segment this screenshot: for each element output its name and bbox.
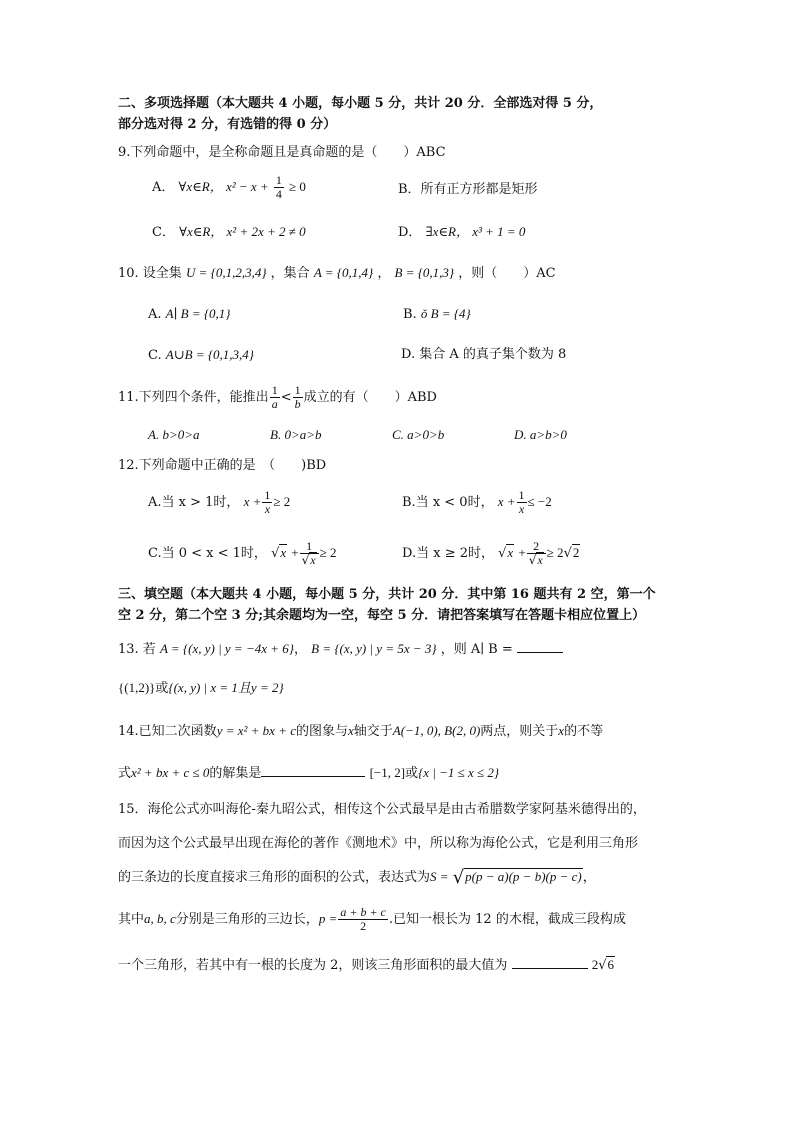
q12-d-num: 2: [527, 540, 546, 554]
q13-stem-prefix: 13. 若: [118, 642, 156, 657]
q15-line4: [118, 904, 626, 935]
q11-fraction-1: [270, 384, 280, 411]
q12-d-cond: D.当 x ≥ 2时，: [402, 546, 494, 561]
q10-c-label: C.: [148, 348, 162, 363]
q9-a-expr-suffix: ≥ 0: [288, 179, 306, 194]
q14-xaxis: x: [348, 723, 354, 738]
q15-line4-mid: 分别是三角形的三边长，: [175, 912, 319, 927]
q15-formula-rad: p(p − a)(p − b)(p − c): [465, 869, 582, 884]
q12-b-den: x: [518, 502, 525, 516]
q10-c-expr: A∪B = {0,1,3,4}: [165, 347, 254, 362]
q12-option-a: [148, 488, 290, 517]
section2-heading-line1: 二、多项选择题（本大题共 4 小题，每小题 5 分，共计 20 分．全部选对得 5 分，: [118, 96, 603, 111]
q12-a-num: 1: [264, 488, 271, 502]
q12-option-b: [402, 488, 552, 517]
q9-option-c: [152, 222, 306, 243]
q11-frac2-den: b: [294, 397, 301, 411]
q14-line2-prefix: 式: [118, 766, 132, 781]
q12-option-c: [148, 539, 337, 568]
q14-line1-end: 的不等: [564, 724, 604, 739]
q9-c-label: C．: [152, 225, 175, 240]
section2-heading-line2: 部分选对得 2 分，有选错的得 0 分）: [118, 117, 337, 132]
q10-b-expr: ǒ B = {4}: [420, 306, 471, 321]
sqrt-icon: √: [452, 867, 465, 888]
section3-heading-line2: 空 2 分，第二个空 3 分;其余题均为一空，每空 5 分．请把答案填写在答题卡相应位置上）: [118, 608, 646, 623]
q9-d-label: D．: [398, 225, 422, 240]
q10-option-b: [403, 304, 471, 325]
q11-option-d: D. a>b>0: [514, 427, 567, 442]
q11-stem: [118, 384, 437, 412]
q14-or: 或: [405, 766, 419, 781]
q15-line2: 而因为这个公式最早出现在海伦的著作《测地术》中，所以称为海伦公式，它是利用三角形: [118, 836, 639, 851]
q9-option-a: [152, 174, 306, 201]
sqrt-icon: √: [498, 546, 507, 561]
q12-a-cond: A.当 x > 1时，: [148, 495, 240, 510]
section3-heading-line1: 三、填空题（本大题共 4 小题，每小题 5 分，共计 20 分．其中第 16 题共有 2 空，第一个: [118, 587, 656, 602]
q12-stem: 12.下列命题中正确的是 （ )BD: [118, 458, 327, 473]
q10-option-d: D. 集合 A 的真子集个数为 8: [401, 347, 567, 362]
q12-b-cond: B.当 x < 0时，: [402, 495, 494, 510]
q15-answer-rad: 6: [607, 957, 614, 972]
q12-c-cond: C.当 0 < x < 1时，: [148, 546, 267, 561]
q9-stem: 9.下列命题中，是全称命题且是真命题的是（ ）ABC: [118, 145, 446, 160]
q12-b-num: 1: [518, 488, 525, 502]
q12-c-num: 1: [300, 540, 319, 554]
q14-points: A(−1, 0), B(2, 0): [392, 723, 481, 738]
q11-lt: <: [280, 390, 292, 405]
q14-x-var: x: [558, 723, 565, 738]
q15-line1: 15．海伦公式亦叫海伦-秦九昭公式，相传这个公式最早是由古希腊数学家阿基米德得出的，: [118, 802, 646, 817]
q15-answer-coef: 2: [591, 957, 599, 972]
q10-stem-mid: ，集合: [270, 266, 310, 281]
q12-b-rel: ≤ −2: [527, 494, 552, 509]
q11-option-a: A. b>0>a: [148, 427, 200, 442]
q10-stem-prefix: 10. 设全集: [118, 266, 182, 281]
q9-a-fraction: [274, 174, 284, 201]
q15-p-eq: p =: [318, 911, 338, 926]
q13-answer: [118, 678, 284, 699]
sqrt-icon: √: [528, 553, 537, 567]
q15-line5-text: 一个三角形，若其中有一根的长度为 2，则该三角形面积的最大值为: [118, 958, 508, 973]
q9-option-d: [398, 222, 525, 243]
sqrt-icon: √: [271, 546, 280, 561]
q15-p-den: 2: [360, 919, 367, 933]
sqrt-icon: √: [598, 958, 607, 973]
q11-stem-suffix: 成立的有（ ）ABD: [303, 390, 437, 405]
q11-frac1-den: a: [271, 397, 278, 411]
q15-line3-prefix: 的三条边的长度直接求三角形的面积的公式，表达式为: [118, 870, 431, 885]
q13-answer2: {(x, y) | x = 1且y = 2}: [168, 680, 284, 695]
q13-set-b: B = {(x, y) | y = 5x − 3}: [311, 641, 437, 656]
q13-or: 或: [155, 681, 169, 696]
q15-p-fraction: [338, 906, 388, 933]
q14-answer2: {x | −1 ≤ x ≤ 2}: [418, 765, 500, 780]
q12-b-x: x +: [497, 494, 516, 509]
q15-p-num: a + b + c: [340, 905, 386, 919]
q12-d-den-rad: x: [537, 553, 543, 567]
q15-line3-suffix: ，: [582, 870, 596, 885]
q14-func: y = x² + bx + c: [216, 723, 296, 738]
q12-a-den: x: [264, 502, 271, 516]
q11-option-b: B. 0>a>b: [270, 427, 322, 442]
q10-set-u: U = {0,1,2,3,4}: [185, 265, 267, 280]
q12-a-x: x +: [243, 494, 262, 509]
q15-formula-s: S =: [430, 869, 449, 884]
q9-d-expr: ∃x∈R， x³ + 1 = 0: [425, 224, 526, 239]
q12-d-fraction: [527, 540, 546, 567]
q12-d-rel: ≥ 2: [546, 545, 564, 560]
q15-answer-blank: [512, 954, 588, 969]
q11-fraction-2: [293, 384, 303, 411]
q14-line1-mid: 的图象与: [295, 724, 348, 739]
q12-d-rad: x: [507, 545, 514, 560]
q10-stem-suffix: ，则（ ）AC: [458, 266, 556, 281]
q12-c-rad: x: [280, 545, 287, 560]
q10-set-a: A = {0,1,4}: [313, 265, 374, 280]
q11-frac2-num: 1: [294, 383, 301, 397]
q12-a-rel: ≥ 2: [273, 494, 291, 509]
q14-line1-prefix: 14.已知二次函数: [118, 724, 217, 739]
q14-line1-suffix: 两点，则关于: [480, 724, 559, 739]
sqrt-icon: √: [301, 553, 310, 567]
q10-b-label: B.: [403, 307, 417, 322]
q12-option-d: [402, 539, 580, 568]
q13-stem-suffix: ，则 A∣ B =: [440, 642, 513, 657]
q13-answer-blank: [517, 638, 563, 653]
q15-line5: [118, 954, 615, 976]
q14-answer: [−1, 2]: [369, 765, 406, 780]
q11-frac1-num: 1: [271, 383, 278, 397]
q15-vars: a, b, c: [144, 911, 176, 926]
q9-c-expr: ∀x∈R， x² + 2x + 2 ≠ 0: [179, 224, 306, 239]
q13-sep: ，: [293, 642, 307, 657]
q9-option-b: B．所有正方形都是矩形: [398, 182, 538, 197]
q14-answer-blank: [261, 762, 365, 777]
q10-set-b: B = {0,1,3}: [394, 265, 455, 280]
q10-a-label: A.: [148, 307, 162, 322]
q12-d-plus: +: [518, 545, 526, 560]
q13-stem: [118, 638, 563, 660]
q14-ineq: x² + bx + c ≤ 0: [131, 765, 210, 780]
q12-b-fraction: [517, 489, 527, 516]
q14-line2: [118, 762, 499, 784]
q14-line1-mid2: 轴交于: [353, 724, 393, 739]
q10-option-c: [148, 345, 254, 366]
q12-c-fraction: [300, 540, 319, 567]
sqrt-icon: √: [563, 546, 572, 561]
q12-c-den: [300, 554, 319, 567]
q13-answer1: {(1,2)}: [118, 680, 156, 695]
q11-stem-prefix: 11.下列四个条件，能推出: [118, 390, 269, 405]
q9-a-frac-den: 4: [275, 187, 282, 201]
q12-c-plus: +: [291, 545, 299, 560]
q9-a-frac-num: 1: [275, 173, 282, 187]
q10-a-expr: A∣ B = {0,1}: [165, 306, 231, 321]
q10-stem: [118, 263, 556, 284]
q15-line4-suffix: .已知一根长为 12 的木棍，截成三段构成: [388, 912, 626, 927]
q12-c-rel: ≥ 2: [319, 545, 337, 560]
q11-option-c: C. a>0>b: [392, 427, 445, 442]
q14-line1: [118, 721, 603, 742]
q12-d-den: [527, 554, 546, 567]
q10-stem-sep: ，: [377, 266, 391, 281]
q9-a-label: A．: [152, 180, 175, 195]
q15-line4-prefix: 其中: [118, 912, 145, 927]
q13-set-a: A = {(x, y) | y = −4x + 6}: [159, 641, 294, 656]
q12-d-rel-rad: 2: [572, 545, 580, 560]
q14-line2-mid: 的解集是: [209, 766, 262, 781]
q15-line3: [118, 867, 596, 888]
q12-c-den-rad: x: [310, 553, 316, 567]
q12-a-fraction: [262, 489, 272, 516]
q10-option-a: [148, 304, 231, 325]
q9-a-expr-prefix: ∀x∈R， x² − x +: [178, 179, 269, 194]
